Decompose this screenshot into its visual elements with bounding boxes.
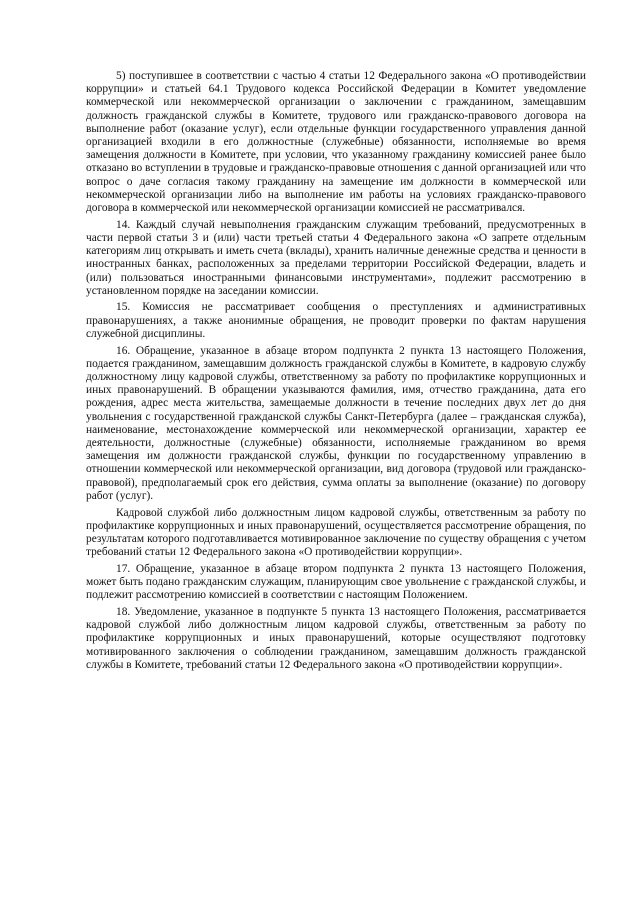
paragraph-18: 18. Уведомление, указанное в подпункте 5 пункта 13 настоящего Положения, рассматривается кадровой службой либо должностным лицом кадровой службы, ответственным за работу по профилактике коррупционных и иных правонарушений, которые осуществляют подготовку мотивированного заключения о соблюдении гражданином, замещавшим должность гражданской службы в Комитете, требований статьи 12 Федерального закона «О противодействии коррупции». (86, 605, 586, 671)
paragraph-item-5: 5) поступившее в соответствии с частью 4 статьи 12 Федерального закона «О противодействии коррупции» и статьей 64.1 Трудового кодекса Российской Федерации в Комитет уведомление коммерческой или некоммерческой организации о заключении с гражданином, замещавшим должность гражданской службы в Комитете, трудового или гражданско-правового договора на выполнение работ (оказание услуг), если отдельные функции государственного управления данной организацией входили в его должностные (служебные) обязанности, исполняемые во время замещения должности в Комитете, при условии, что указанному гражданину комиссией ранее было отказано во вступлении в трудовые и гражданско-правовые отношения с данной организацией или что вопрос о даче согласия такому гражданину на замещение им должности в коммерческой или некоммерческой организации либо на выполнение им работы на условиях гражданско-правового договора в коммерческой или некоммерческой организации комиссией не рассматривался. (86, 70, 586, 215)
document-page (86, 70, 586, 672)
paragraph-16: 16. Обращение, указанное в абзаце втором подпункта 2 пункта 13 настоящего Положения, подается гражданином, замещавшим должность гражданской службы в Комитете, в кадровую службу должностному лицу кадровой службы, ответственному за работу по профилактике коррупционных и иных правонарушений. В обращении указываются фамилия, имя, отчество гражданина, дата его рождения, адрес места жительства, замещаемые должности в течение последних двух лет до дня увольнения с государственной гражданской службы Санкт-Петербурга (далее – гражданская служба), наименование, местонахождение коммерческой или некоммерческой организации, характер ее деятельности, должностные (служебные) обязанности, исполняемые гражданином во время замещения им должности гражданской службы, функции по государственному управлению в отношении коммерческой или некоммерческой организации, вид договора (трудовой или гражданско-правовой), предполагаемый срок его действия, сумма оплаты за выполнение (оказание) по договору работ (услуг). (86, 344, 586, 502)
paragraph-17: 17. Обращение, указанное в абзаце втором подпункта 2 пункта 13 настоящего Положения, может быть подано гражданским служащим, планирующим свое увольнение с гражданской службы, и подлежит рассмотрению комиссией в соответствии с настоящим Положением. (86, 562, 586, 602)
paragraph-16-continued: Кадровой службой либо должностным лицом кадровой службы, ответственным за работу по профилактике коррупционных и иных правонарушений, осуществляется рассмотрение обращения, по результатам которого подготавливается мотивированное заключение по существу обращения с учетом требований статьи 12 Федерального закона «О противодействии коррупции». (86, 506, 586, 559)
paragraph-15: 15. Комиссия не рассматривает сообщения о преступлениях и административных правонарушениях, а также анонимные обращения, не проводит проверки по фактам нарушения служебной дисциплины. (86, 301, 586, 340)
paragraph-14: 14. Каждый случай невыполнения гражданским служащим требований, предусмотренных в части первой статьи 3 и (или) части третьей статьи 4 Федерального закона «О запрете отдельным категориям лиц открывать и иметь счета (вклады), хранить наличные денежные средства и ценности в иностранных банках, расположенных за пределами территории Российской Федерации, владеть и (или) пользоваться иностранными финансовыми инструментами», подлежит рассмотрению в установленном порядке на заседании комиссии. (86, 218, 586, 297)
